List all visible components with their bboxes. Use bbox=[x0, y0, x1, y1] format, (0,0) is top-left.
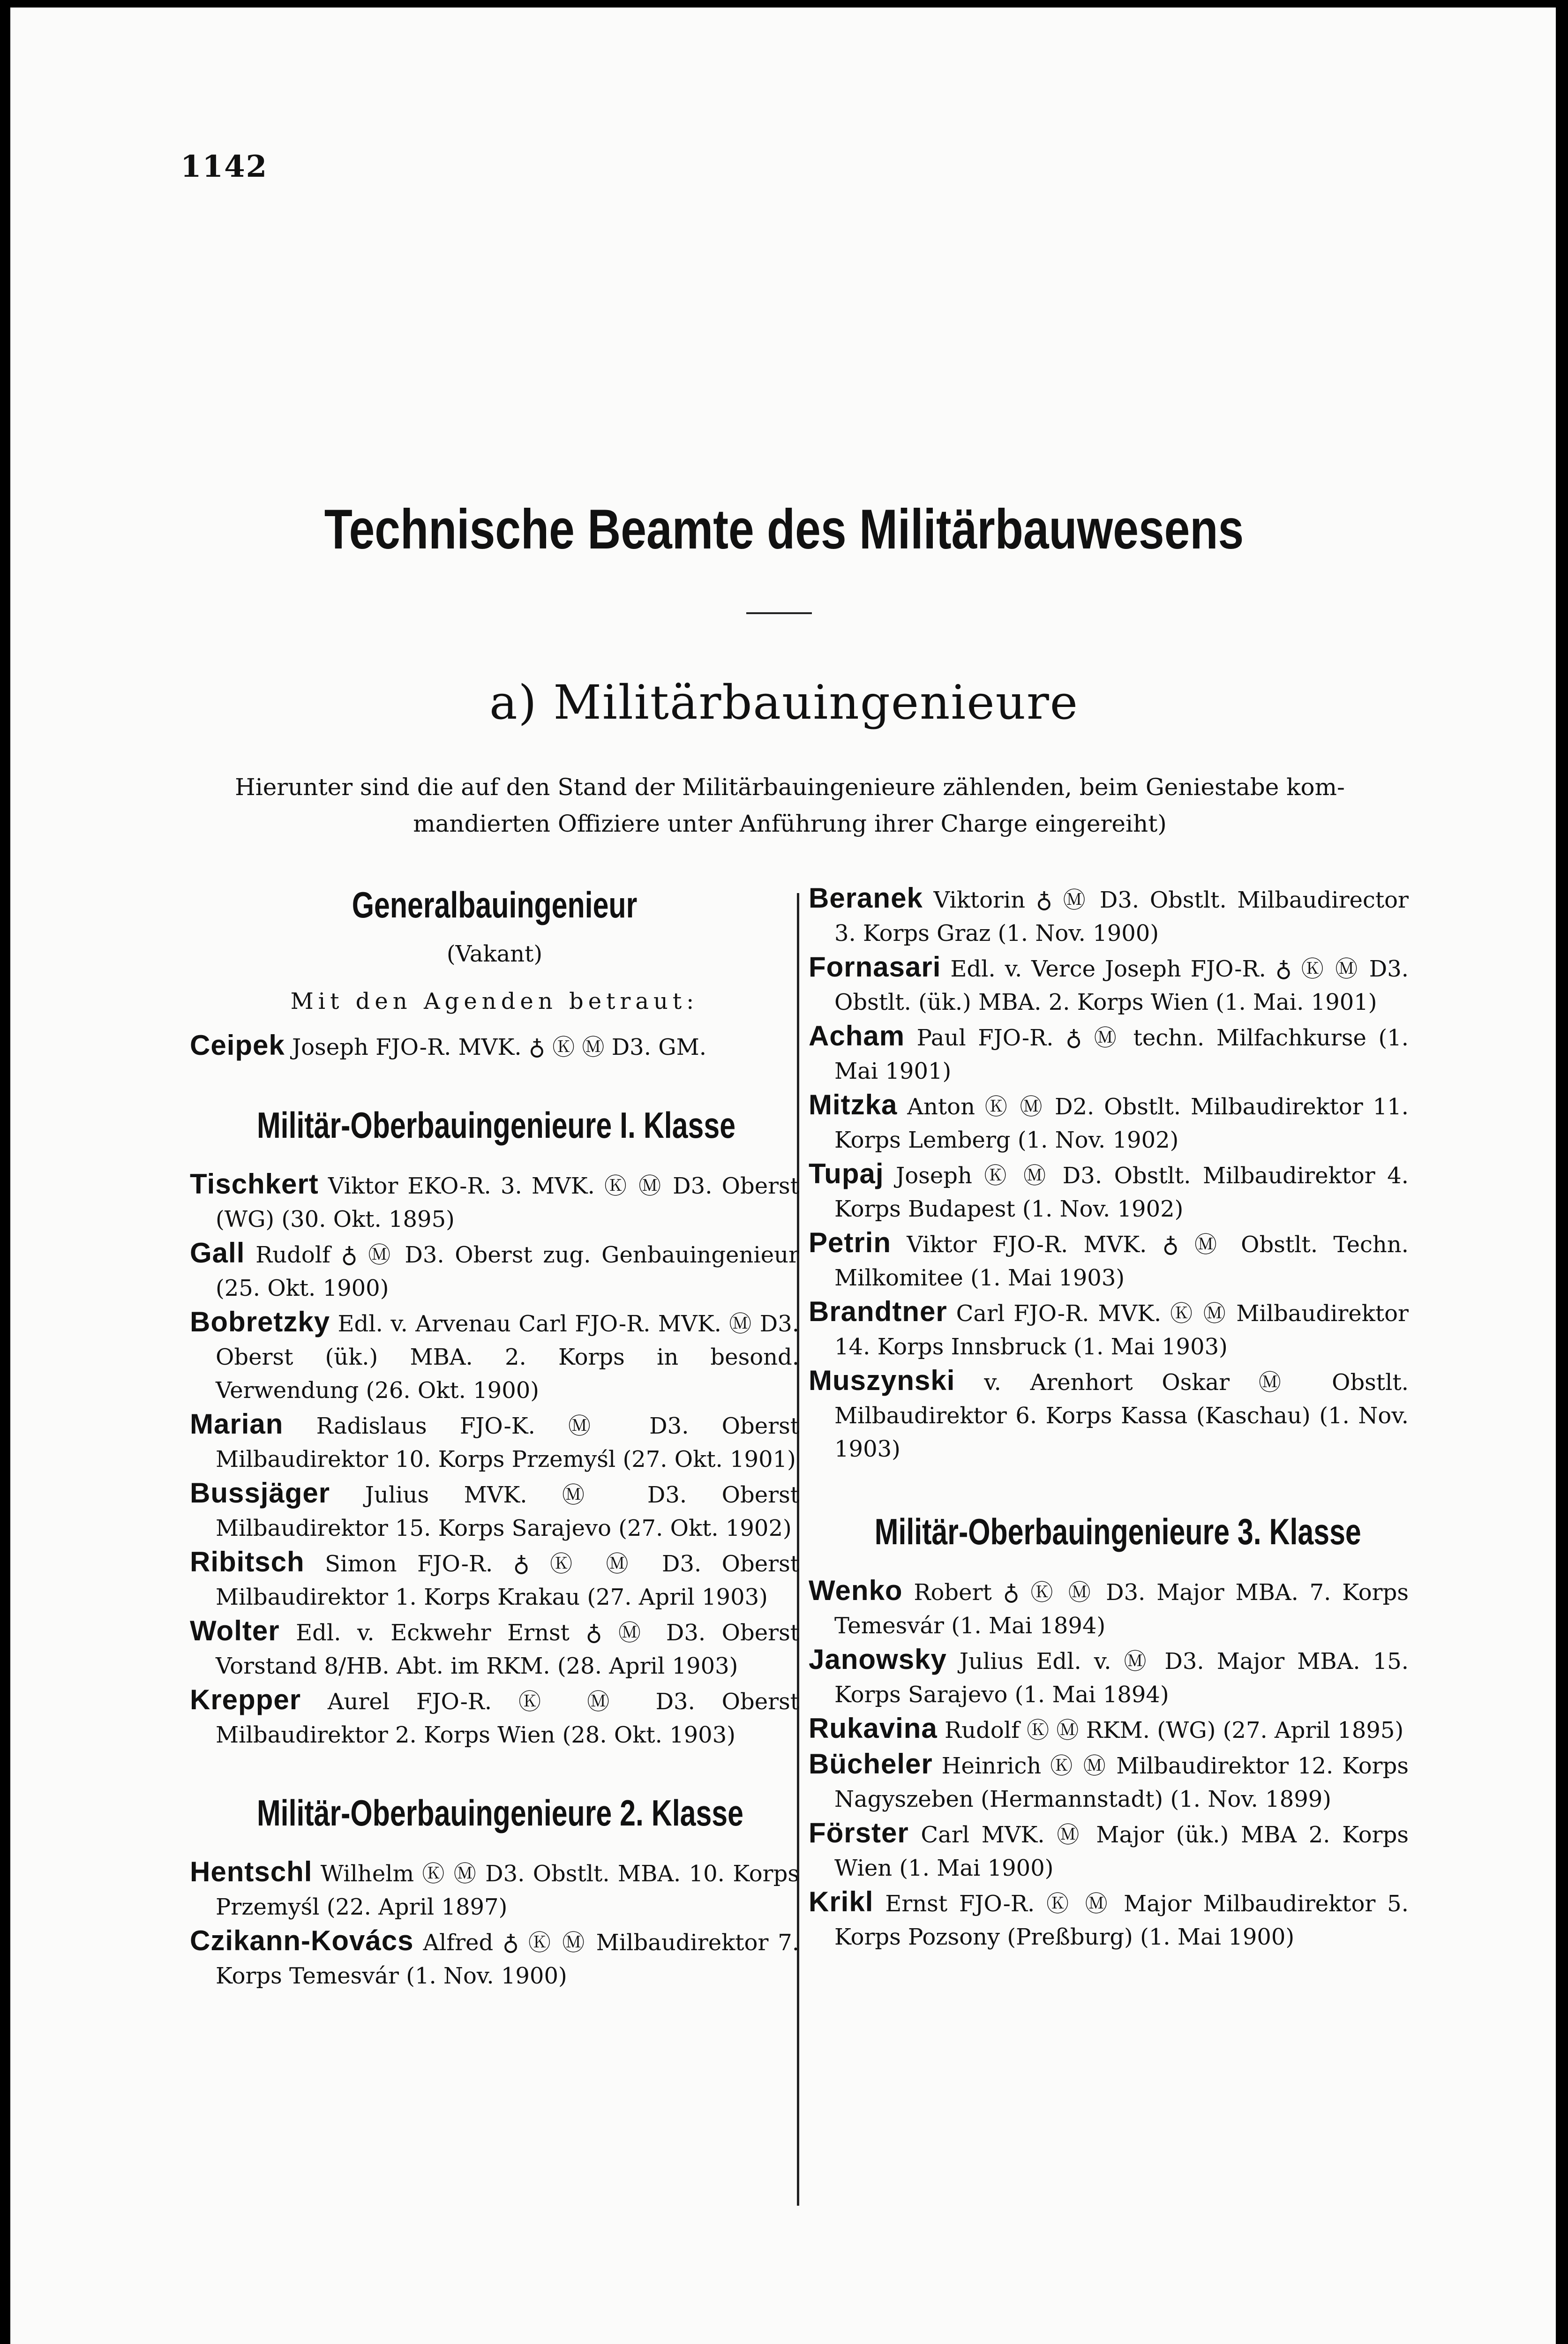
list-item bbox=[809, 1088, 1409, 1157]
section-heading: a) Militärbauingenieure bbox=[489, 675, 1079, 730]
entry-text: Simon FJO-R. ♁ Ⓚ Ⓜ D3. Oberst Milbaudirektor 1. Korps Krakau (27. April 1903) bbox=[216, 1551, 799, 1610]
entry-text: Anton Ⓚ Ⓜ D2. Obstlt. Milbaudirektor 11. Korps Lemberg (1. Nov. 1902) bbox=[834, 1094, 1409, 1153]
entry-name: Wenko bbox=[809, 1575, 903, 1606]
entry-text: Heinrich Ⓚ Ⓜ Milbaudirektor 12. Korps Nagyszeben (Hermannstadt) (1. Nov. 1899) bbox=[834, 1753, 1409, 1812]
list-item bbox=[190, 1614, 799, 1683]
list-item bbox=[809, 1364, 1409, 1466]
entry-ceipek bbox=[190, 1029, 799, 1064]
list-item bbox=[809, 881, 1409, 950]
list-item bbox=[809, 1885, 1409, 1954]
entry-name: Muszynski bbox=[809, 1365, 955, 1396]
entry-name: Brandtner bbox=[809, 1296, 947, 1327]
left-column bbox=[190, 881, 799, 1993]
entry-text: Viktor EKO-R. 3. MVK. Ⓚ Ⓜ D3. Oberst (WG) (30. Okt. 1895) bbox=[216, 1173, 799, 1232]
entry-text: Robert ♁ Ⓚ Ⓜ D3. Major MBA. 7. Korps Temesvár (1. Mai 1894) bbox=[834, 1579, 1409, 1639]
entry-text: Joseph Ⓚ Ⓜ D3. Obstlt. Milbaudirektor 4. Korps Budapest (1. Nov. 1902) bbox=[834, 1163, 1409, 1222]
entry-name: Tupaj bbox=[809, 1158, 884, 1189]
entry-name: Mitzka bbox=[809, 1089, 898, 1120]
entry-text: Edl. v. Verce Joseph FJO-R. ♁ Ⓚ Ⓜ D3. Obstlt. (ük.) MBA. 2. Korps Wien (1. Mai. 1901) bbox=[834, 956, 1409, 1015]
list-item bbox=[809, 950, 1409, 1019]
list-item bbox=[190, 1855, 799, 1924]
vakant-note: (Vakant) bbox=[446, 941, 543, 967]
general-heading: Generalbauingenieur bbox=[352, 884, 638, 925]
entry-name: Wolter bbox=[190, 1615, 280, 1646]
entry-name: Gall bbox=[190, 1237, 245, 1269]
entry-text: Edl. v. Eckwehr Ernst ♁ Ⓜ D3. Oberst Vorstand 8/HB. Abt. im RKM. (28. April 1903) bbox=[216, 1620, 799, 1679]
entry-text: Carl MVK. Ⓜ Major (ük.) MBA 2. Korps Wien (1. Mai 1900) bbox=[834, 1822, 1409, 1881]
entry-name: Fornasari bbox=[809, 951, 941, 983]
intro-paragraph bbox=[178, 769, 1402, 842]
entry-text: Joseph FJO-R. MVK. ♁ Ⓚ Ⓜ D3. GM. bbox=[292, 1034, 706, 1060]
entry-name: Ribitsch bbox=[190, 1546, 305, 1578]
list-item bbox=[190, 1305, 799, 1407]
list-item bbox=[809, 1019, 1409, 1088]
entry-name: Krikl bbox=[809, 1886, 874, 1917]
entry-text: Viktor FJO-R. MVK. ♁ Ⓜ Obstlt. Techn. Milkomitee (1. Mai 1903) bbox=[834, 1232, 1409, 1291]
entry-text: v. Arenhort Oskar Ⓜ Obstlt. Milbaudirektor 6. Korps Kassa (Kaschau) (1. Nov. 1903) bbox=[834, 1369, 1409, 1462]
entry-text: Paul FJO-R. ♁ Ⓜ techn. Milfachkurse (1. Mai 1901) bbox=[834, 1025, 1409, 1084]
entry-name: Bobretzky bbox=[190, 1306, 330, 1337]
entry-text: Aurel FJO-R. Ⓚ Ⓜ D3. Oberst Milbaudirektor 2. Korps Wien (28. Okt. 1903) bbox=[216, 1689, 799, 1748]
list-item bbox=[190, 1236, 799, 1305]
list-item bbox=[809, 1226, 1409, 1295]
agenden-note: Mit den Agenden betraut: bbox=[290, 988, 699, 1014]
entry-text: Rudolf Ⓚ Ⓜ RKM. (WG) (27. April 1895) bbox=[945, 1717, 1404, 1743]
list-item bbox=[809, 1295, 1409, 1364]
entry-name: Förster bbox=[809, 1817, 909, 1848]
intro-line-1: Hierunter sind die auf den Stand der Militärbauingenieure zählenden, beim Geniestabe kom- bbox=[235, 774, 1345, 801]
list-item bbox=[190, 1545, 799, 1614]
entry-name: Bücheler bbox=[809, 1748, 933, 1780]
list-item bbox=[809, 1747, 1409, 1816]
entry-name: Janowsky bbox=[809, 1644, 947, 1675]
list-item bbox=[809, 1157, 1409, 1226]
entry-name: Bussjäger bbox=[190, 1477, 330, 1509]
entry-name: Petrin bbox=[809, 1227, 892, 1258]
klasse2-heading: Militär-Oberbauingenieure 2. Klasse bbox=[257, 1792, 743, 1833]
klasse3-heading: Militär-Oberbauingenieure 3. Klasse bbox=[874, 1511, 1361, 1552]
entry-name: Tischkert bbox=[190, 1168, 319, 1200]
entry-name: Czikann-Kovács bbox=[190, 1925, 414, 1956]
klasse1-heading: Militär-Oberbauingenieure I. Klasse bbox=[257, 1104, 736, 1146]
entry-text: Julius MVK. Ⓜ D3. Oberst Milbaudirektor 15. Korps Sarajevo (27. Okt. 1902) bbox=[216, 1482, 799, 1541]
list-item bbox=[190, 1683, 799, 1752]
entry-text: Edl. v. Arvenau Carl FJO-R. MVK. Ⓜ D3. Oberst (ük.) MBA. 2. Korps in besond. Verwendung (26. Okt. 1900) bbox=[216, 1311, 799, 1404]
entry-name: Ceipek bbox=[190, 1029, 285, 1061]
list-item bbox=[190, 1924, 799, 1993]
page-title: Technische Beamte des Militärbauwesens bbox=[324, 498, 1244, 561]
right-column bbox=[809, 881, 1409, 1954]
title-divider bbox=[746, 612, 812, 614]
list-item bbox=[809, 1643, 1409, 1712]
entry-name: Krepper bbox=[190, 1684, 301, 1715]
entry-text: Julius Edl. v. Ⓜ D3. Major MBA. 15. Korps Sarajevo (1. Mai 1894) bbox=[834, 1648, 1409, 1708]
entry-text: Radislaus FJO-K. Ⓜ D3. Oberst Milbaudirektor 10. Korps Przemyśl (27. Okt. 1901) bbox=[216, 1413, 799, 1473]
entry-text: Alfred ♁ Ⓚ Ⓜ Milbaudirektor 7. Korps Temesvár (1. Nov. 1900) bbox=[216, 1930, 799, 1989]
list-item bbox=[190, 1167, 799, 1236]
entry-name: Acham bbox=[809, 1020, 905, 1052]
entry-text: Ernst FJO-R. Ⓚ Ⓜ Major Milbaudirektor 5. Korps Pozsony (Preßburg) (1. Mai 1900) bbox=[834, 1891, 1409, 1950]
page-number: 1142 bbox=[180, 149, 268, 184]
entry-text: Carl FJO-R. MVK. Ⓚ Ⓜ Milbaudirektor 14. Korps Innsbruck (1. Mai 1903) bbox=[834, 1300, 1409, 1360]
entry-name: Hentschl bbox=[190, 1856, 313, 1887]
list-item bbox=[809, 1712, 1409, 1747]
list-item bbox=[809, 1574, 1409, 1643]
list-item bbox=[190, 1476, 799, 1545]
entry-name: Beranek bbox=[809, 882, 923, 914]
entry-text: Viktorin ♁ Ⓜ D3. Obstlt. Milbaudirector 3. Korps Graz (1. Nov. 1900) bbox=[834, 887, 1409, 947]
intro-line-2: mandierten Offiziere unter Anführung ihrer Charge eingereiht) bbox=[413, 810, 1167, 837]
entry-text: Wilhelm Ⓚ Ⓜ D3. Obstlt. MBA. 10. Korps Przemyśl (22. April 1897) bbox=[216, 1861, 799, 1920]
entry-name: Rukavina bbox=[809, 1713, 938, 1744]
list-item bbox=[190, 1407, 799, 1476]
list-item bbox=[809, 1816, 1409, 1885]
entry-text: Rudolf ♁ Ⓜ D3. Oberst zug. Genbauingenieur (25. Okt. 1900) bbox=[216, 1242, 799, 1301]
entry-name: Marian bbox=[190, 1408, 284, 1440]
